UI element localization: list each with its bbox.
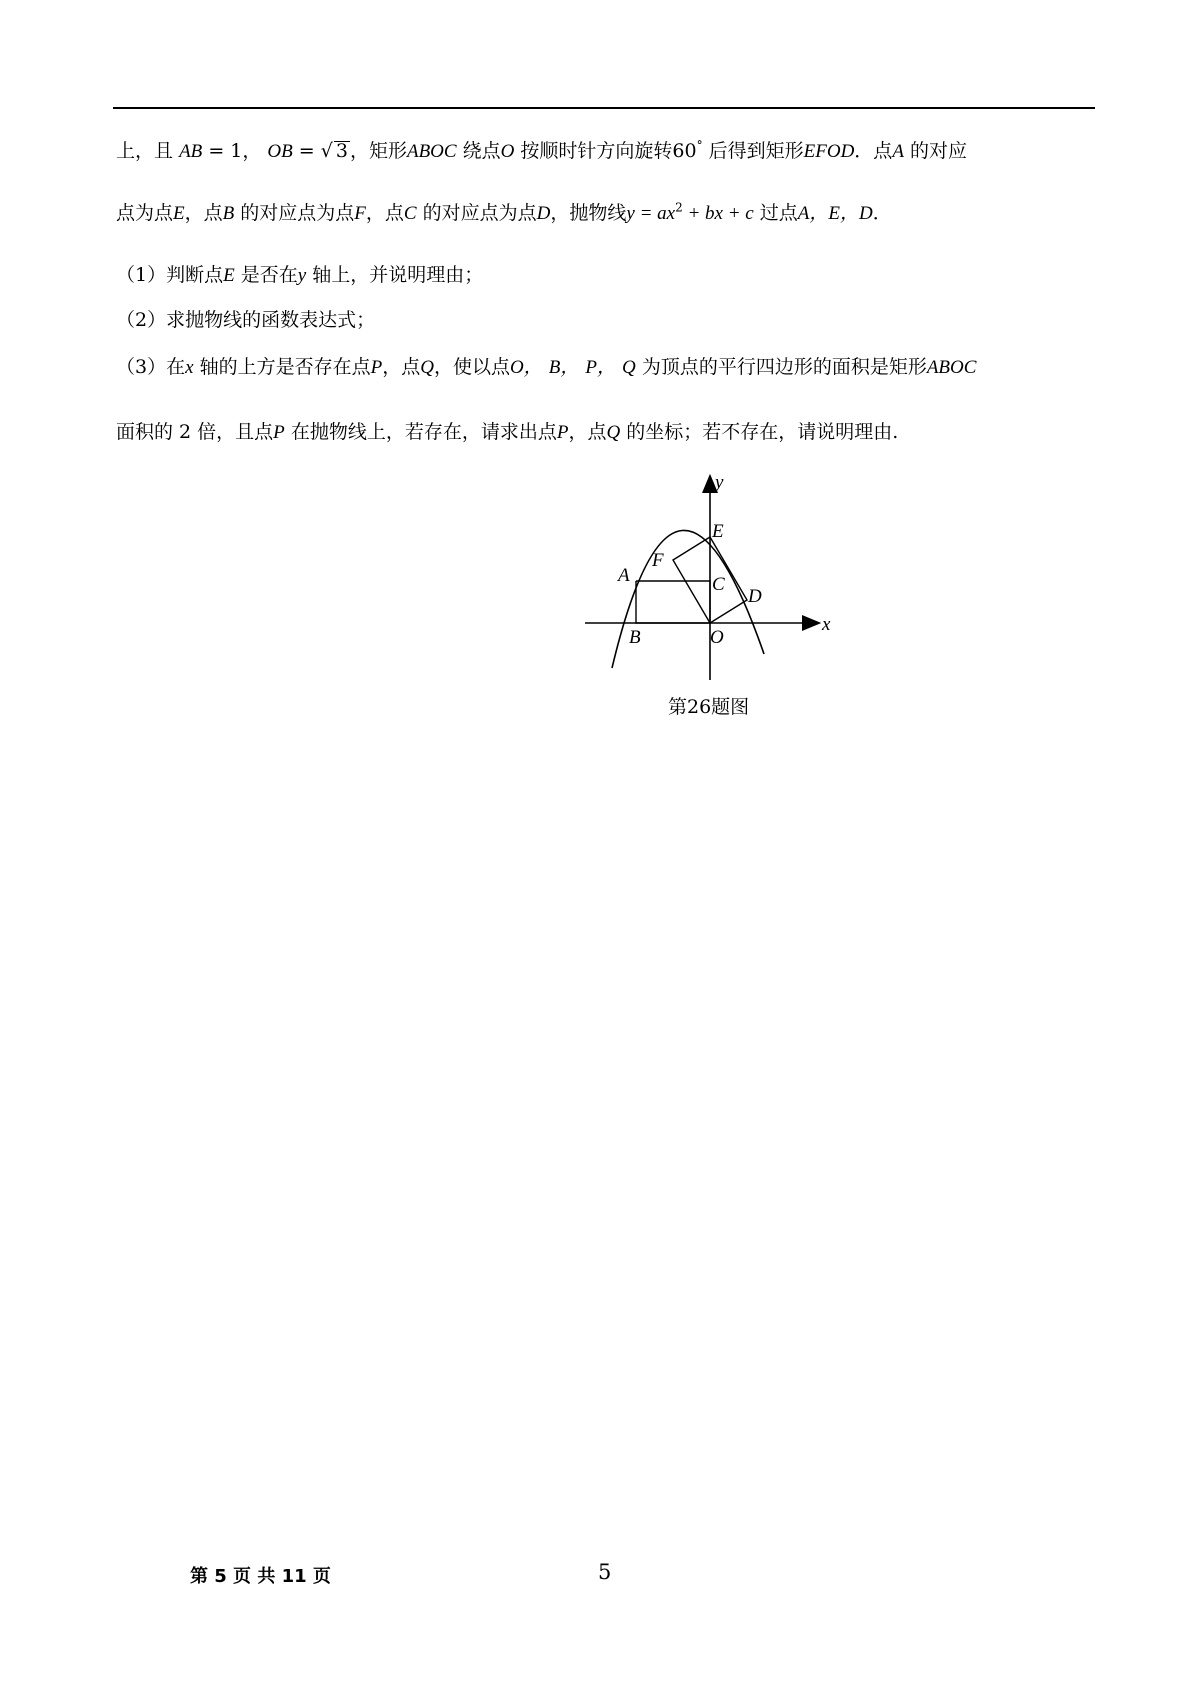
question-3: （3）在x 轴的上方是否存在点P，点Q，使以点O， B， P， Q 为顶点的平行四边形的面积是矩形ABOC	[116, 356, 977, 378]
label-c: C	[712, 574, 725, 595]
question-2: （2）求抛物线的函数表达式；	[116, 309, 376, 331]
label-a: A	[618, 565, 630, 586]
header-rule	[113, 107, 1095, 109]
footer-page-number: 5	[598, 1560, 612, 1584]
problem-line-1: 上，且 AB = 1， OB = √ 3 ，矩形ABOC 绕点O 按顺时针方向旋转60° 后得到矩形EFOD．点A 的对应	[116, 138, 967, 162]
label-b: B	[629, 627, 641, 648]
label-d: D	[748, 586, 762, 607]
label-x: x	[822, 614, 831, 635]
label-o: O	[710, 627, 724, 648]
label-y: y	[715, 472, 724, 493]
label-e: E	[712, 521, 724, 542]
question-3-continued: 面积的 2 倍，且点P 在抛物线上，若存在，请求出点P，点Q 的坐标；若不存在，请说明理由.	[116, 421, 899, 443]
figure-caption: 第26题图	[668, 696, 750, 718]
coordinate-figure	[575, 465, 835, 695]
question-1: （1）判断点E 是否在y 轴上，并说明理由；	[116, 264, 484, 286]
label-f: F	[652, 550, 664, 571]
rectangle-aboc	[636, 581, 710, 623]
footer-page-label: 第 5 页 共 11 页	[190, 1566, 331, 1587]
problem-line-2: 点为点E，点B 的对应点为点F，点C 的对应点为点D，抛物线$y = ax^2$ + bx + c 过点A，E，D．	[116, 200, 892, 224]
